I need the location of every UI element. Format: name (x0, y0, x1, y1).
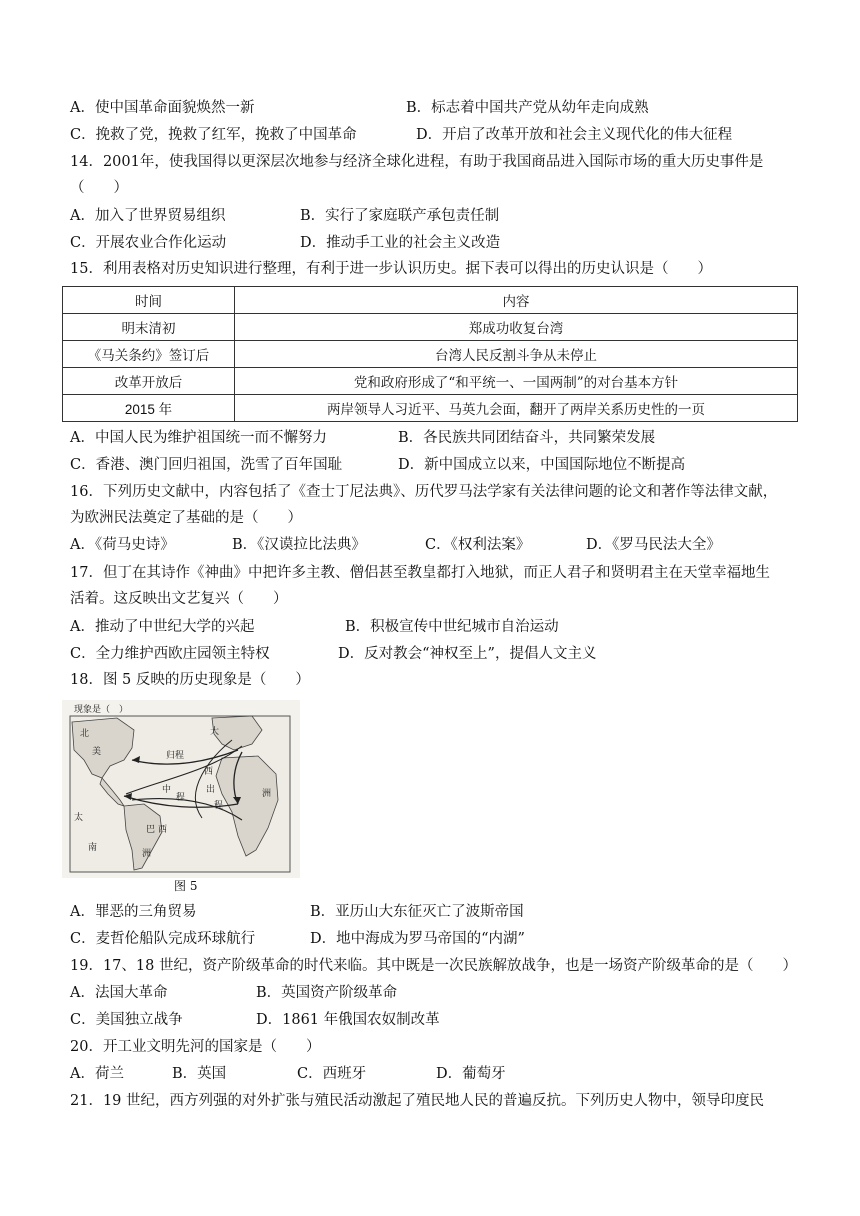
q15-option-a: A．中国人民为维护祖国统一而不懈努力 (70, 430, 327, 446)
history-table (62, 286, 798, 422)
q20-option-b: B．英国 (172, 1066, 227, 1082)
map-label: 出 (206, 785, 216, 795)
map-label: 南 (88, 843, 98, 853)
q14-stem-line1: 14．2001年，使我国得以更深层次地参与经济全球化进程，有助于我国商品进入国际市场的重大历史事件是 (70, 154, 764, 170)
q14-option-d: D．推动手工业的社会主义改造 (300, 235, 501, 251)
q15-option-d: D．新中国成立以来，中国国际地位不断提高 (398, 457, 686, 473)
map-label: 程 (176, 793, 186, 803)
q14-option-a: A．加入了世界贸易组织 (70, 208, 226, 224)
q13-option-d: D．开启了改革开放和社会主义现代化的伟大征程 (416, 127, 733, 143)
q20-stem: 20．开工业文明先河的国家是（ ） (70, 1039, 321, 1055)
map-label: 西 (204, 767, 214, 777)
table-cell-time: 改革开放后 (63, 368, 235, 395)
map-label: 太 (74, 813, 84, 823)
table-cell-time: 明末清初 (63, 314, 235, 341)
map-label: 巴 (146, 825, 156, 835)
q17-option-c: C．全力维护西欧庄园领主特权 (70, 646, 270, 662)
q19-option-a: A．法国大革命 (70, 985, 168, 1001)
q19-option-b: B．英国资产阶级革命 (256, 985, 398, 1001)
q16-option-b: B．《汉谟拉比法典》 (232, 537, 366, 553)
table-row (63, 341, 798, 368)
q21-stem-line1: 21．19 世纪，西方列强的对外扩张与殖民活动激起了殖民地人民的普遍反抗。下列历史人物中，领导印度民 (70, 1093, 765, 1109)
q18-option-c: C．麦哲伦船队完成环球航行 (70, 931, 256, 947)
map-label: 洲 (262, 789, 272, 799)
q19-option-d: D．1861 年俄国农奴制改革 (256, 1012, 440, 1028)
table-cell-time: 2015 年 (63, 395, 235, 422)
table-row (63, 314, 798, 341)
q14-stem-line2: （ ） (70, 180, 128, 196)
q14-option-b: B．实行了家庭联产承包责任制 (300, 208, 500, 224)
figure-caption: 图 5 (174, 879, 198, 893)
q18-option-b: B．亚历山大东征灭亡了波斯帝国 (310, 904, 524, 920)
map-label: 洲 (142, 849, 152, 859)
table-row (63, 395, 798, 422)
q19-stem: 19．17、18 世纪，资产阶级革命的时代来临。其中既是一次民族解放战争，也是一场资产阶级革命的是（ ） (70, 958, 797, 974)
q14-option-c: C．开展农业合作化运动 (70, 235, 227, 251)
map-label: 中 (162, 785, 172, 795)
q16-option-d: D．《罗马民法大全》 (586, 537, 721, 553)
table-header-row (63, 287, 798, 314)
triangular-trade-map (62, 700, 300, 878)
q15-option-c: C．香港、澳门回归祖国，洗雪了百年国耻 (70, 457, 343, 473)
map-label: 美 (92, 747, 102, 757)
q15-stem: 15．利用表格对历史知识进行整理，有利于进一步认识历史。据下表可以得出的历史认识是（ ） (70, 261, 712, 277)
map-label: 大 (210, 727, 220, 737)
q18-option-a: A．罪恶的三角贸易 (70, 904, 197, 920)
table-cell-content: 党和政府形成了“和平统一、一国两制”的对台基本方针 (235, 368, 798, 395)
q17-stem-line1: 17．但丁在其诗作《神曲》中把许多主教、僧侣甚至教皇都打入地狱，而正人君子和贤明君主在天堂幸福地生 (70, 565, 770, 581)
table-header-content: 内容 (235, 287, 798, 314)
table-cell-content: 台湾人民反割斗争从未停止 (235, 341, 798, 368)
q18-stem: 18．图 5 反映的历史现象是（ ） (70, 672, 310, 688)
q16-option-a: A．《荷马史诗》 (70, 537, 175, 553)
q17-option-b: B．积极宣传中世纪城市自治运动 (345, 619, 559, 635)
map-corner-text: 现象是（ ） (74, 705, 129, 715)
q18-option-d: D．地中海成为罗马帝国的“内湖” (310, 931, 525, 947)
q17-stem-line2: 活着。这反映出文艺复兴（ ） (70, 591, 288, 607)
table-header-time: 时间 (63, 287, 235, 314)
q20-option-c: C．西班牙 (297, 1066, 367, 1082)
map-label: 归程 (166, 751, 185, 761)
q20-option-d: D．葡萄牙 (436, 1066, 506, 1082)
q20-option-a: A．荷兰 (70, 1066, 124, 1082)
q17-option-a: A．推动了中世纪大学的兴起 (70, 619, 255, 635)
map-label: 西 (158, 825, 168, 835)
q13-option-b: B．标志着中国共产党从幼年走向成熟 (406, 100, 649, 116)
q16-stem-line1: 16．下列历史文献中，内容包括了《查士丁尼法典》、历代罗马法学家有关法律问题的论文和著作等法律文献， (70, 484, 778, 500)
q19-option-c: C．美国独立战争 (70, 1012, 183, 1028)
table-cell-content: 两岸领导人习近平、马英九会面，翻开了两岸关系历史性的一页 (235, 395, 798, 422)
table-cell-time: 《马关条约》签订后 (63, 341, 235, 368)
q13-option-c: C．挽救了党，挽救了红军，挽救了中国革命 (70, 127, 357, 143)
map-label: 北 (80, 729, 90, 739)
q15-option-b: B．各民族共同团结奋斗，共同繁荣发展 (398, 430, 656, 446)
q13-option-a: A．使中国革命面貌焕然一新 (70, 100, 255, 116)
q17-option-d: D．反对教会“神权至上”，提倡人文主义 (338, 646, 597, 662)
map-label: 程 (214, 801, 224, 811)
table-row (63, 368, 798, 395)
q16-stem-line2: 为欧洲民法奠定了基础的是（ ） (70, 510, 302, 526)
q16-option-c: C．《权利法案》 (425, 537, 531, 553)
table-cell-content: 郑成功收复台湾 (235, 314, 798, 341)
